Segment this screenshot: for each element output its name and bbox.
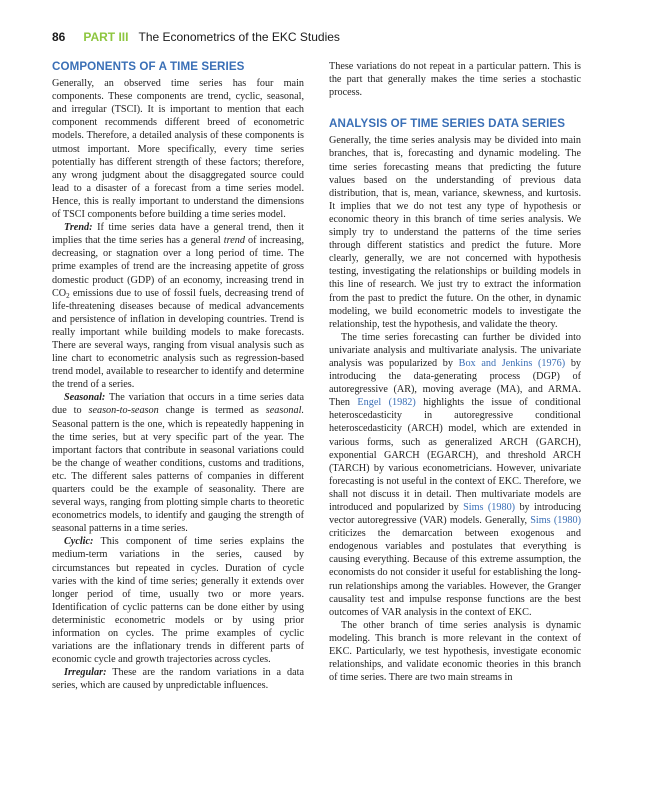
paragraph-trend: Trend: If time series data have a general trend, then it implies that the time series has a general trend of increasing, decreasing, or stagnation over a long period of time. The prime examples of trend are the increasing appetite of gross domestic product (GDP) of an economy, increasing trend in $CO_2$ emissions due to use of fossil fuels, decreasing trend of life-threatening diseases because of medical advancements and persistence of inflation in developing countries. Trend is really important while building models to make forecasts. There are several ways, ranging from visual analysis such as line chart to econometric analysis such as regression-based trend model, available to researcher to identify and determine the trend of a series. [52, 222, 304, 391]
paragraph-dynamic-modeling: The other branch of time series analysis is dynamic modeling. This branch is more relevant in the context of EKC. Particularly, we test hypothesis, investigate economic relationships, and validate economic theories in this branch of time series. There are two main streams in [329, 619, 581, 684]
section-heading-components: COMPONENTS OF A TIME SERIES [52, 60, 245, 73]
paragraph-intro: Generally, an observed time series has four main components. These components are trend, cyclic, seasonal, and irregular (TSCI). It is important to mention that each component recommends different breed of econometric models. Therefore, a detailed analysis of these components is utmost important. More specifically, every time series potentially has different strength of these factors; therefore, any wrong judgment about the disaggregated source could lead to a disaster of a forecast from a time series model. Hence, this is really important to understand the dimensions of TSCI components before building a time series model. [52, 78, 304, 221]
paragraph-seasonal: Seasonal: The variation that occurs in a time series data due to season-to-season change is termed as seasonal. Seasonal pattern is the one, which is repeatedly happening in the time series, but at very specific part of the year. The important factors that contribute in seasonal variations could be the change of weather conditions, customs and traditions, etc. The different sales patterns of companies in different quarters could be the example of seasonality. There are several ways, ranging from plotting simple charts to theoretic econometrics models, to identify and gauging the strength of seasonal patterns in a time series. [52, 392, 304, 535]
term-cyclic: Cyclic: [64, 536, 94, 548]
running-header [52, 30, 596, 48]
right-column [329, 60, 581, 684]
term-irregular: Irregular: [64, 667, 107, 679]
paragraph-cyclic: Cyclic: This component of time series explains the medium-term variations in the series, caused by circumstances but repeated in cycles. Duration of cycle varies with the kind of time series; generally it extends over longer period of time, usually two or more years. Identification of cyclic patterns can be done either by using deterministic econometric models or by using prior information on cycles. The prime examples of cyclic variations are the inflationary trends in different parts of economic cycle and growth trajectories across cycles. [52, 536, 304, 666]
section-heading-analysis: ANALYSIS OF TIME SERIES DATA SERIES [329, 117, 566, 131]
part-label: PART III [83, 30, 129, 44]
term-trend: Trend: [64, 222, 93, 234]
citation-box-jenkins[interactable]: Box and Jenkins (1976) [458, 357, 566, 369]
citation-engel[interactable]: Engel (1982) [357, 397, 416, 409]
paragraph-irregular: Irregular: These are the random variations in a data series, which are caused by unpredictable influences. [52, 667, 304, 692]
book-title: The Econometrics of the EKC Studies [138, 30, 340, 44]
citation-sims-1[interactable]: Sims (1980) [463, 502, 516, 513]
paragraph-forecasting: The time series forecasting can further be divided into univariate analysis and multivariate analysis. The univariate analysis was popularized by Box and Jenkins (1976) by introducing the data-generating process (DGP) of autoregressive (AR), moving average (MA), and ARMA. Then Engel (1982) highlights the issue of conditional heteroscedasticity in autoregressive conditional heteroscedasticity (ARCH) model, which are extended in various forms, such as generalized ARCH (GARCH), exponential GARCH (EGARCH), and threshold ARCH (TARCH) by various econometricians. However, univariate forecasting is not useful in the context of EKC. Therefore, we shall not discuss it in detail. Then multivariate models are introduced and popularized by Sims (1980) by introducing vector autoregressive (VAR) models. Generally, Sims (1980) criticizes the demarcation between exogenous and endogenous variables and postulates that everything is causing everything. Because of this extreme assumption, the economists do not consider it useful for establishing the long-run relationships among the variables. However, the Granger causality test and impulse response functions are the best outcomes of VAR analysis in the context of EKC. [329, 331, 582, 618]
term-seasonal: Seasonal: [64, 392, 106, 404]
left-column [52, 60, 304, 693]
paragraph-analysis-branches: Generally, the time series analysis may be divided into main branches, that is, forecasting and dynamic modeling. The time series forecasting means that predicting the future values based on the understanding of previous data distribution, that is, mean, variance, skewness, and kurtosis. It implies that we do not test any type of hypothesis or economic theory in this branch of time series analysis. We simply try to understand the patterns of the time series through different statistics and predict the future. More clearly, generally, we are not concerned with hypothesis testing, investigating the relationships or building models in this line of research. We just try to extract the information from the past to predict the future. On the other, in dynamic modeling, we build econometric models to investigate the relationship, test the hypothesis, and validate the theory. [329, 135, 581, 330]
paragraph-continued: These variations do not repeat in a particular pattern. This is the part that generally makes the time series a stochastic process. [329, 61, 581, 99]
citation-sims-2[interactable]: Sims (1980) [530, 515, 582, 527]
page-number: 86 [52, 30, 66, 44]
